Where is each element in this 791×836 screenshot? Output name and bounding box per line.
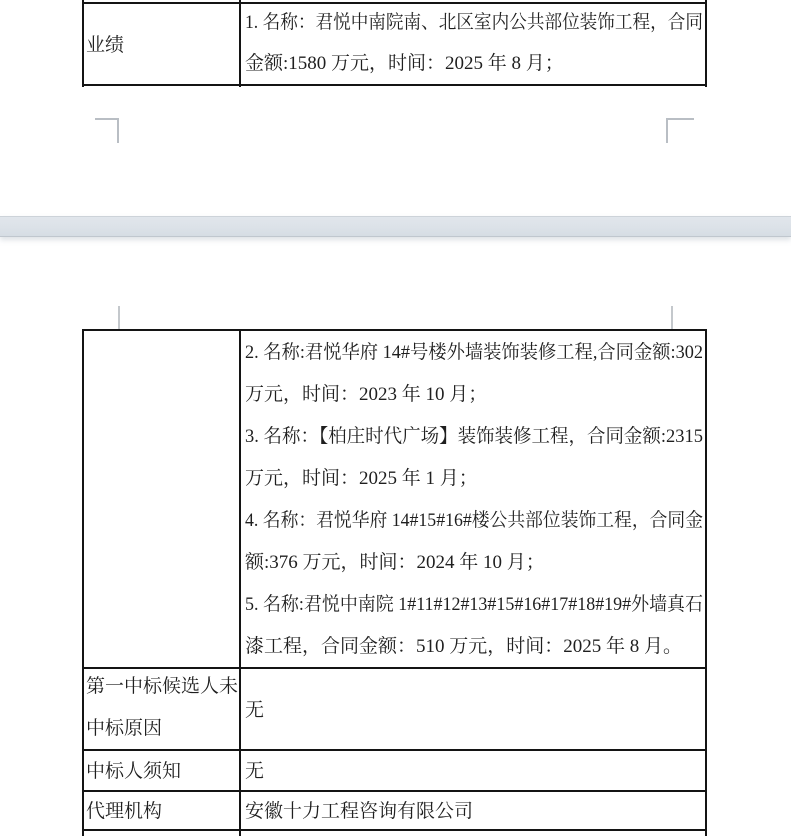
performance-item-5 [245,584,703,668]
performance-label-cell[interactable] [86,2,236,84]
p1-table-column-divider [239,0,241,87]
no-win-reason-label-cell[interactable] [86,667,238,749]
performance-item-1 [245,2,703,84]
p2-row-border-4 [82,829,707,831]
agency-label: 代理机构 [86,801,163,822]
page-break-gap-band [0,216,791,237]
no-win-reason-value-cell[interactable] [245,667,703,749]
text-line: 中标原因 [86,718,163,739]
no-win-reason-value: 无 [245,699,265,721]
text-line: 额:376 万元，时间：2024 年 10 月； [245,552,545,573]
performance-item-4 [245,500,703,584]
text-line: 万元，时间：2025 年 1 月； [245,468,478,489]
page2-margin-mark-right [671,306,673,329]
text-line: 2. 名称:君悦华府 14#号楼外墙装饰装修工程,合同金额:302 [245,342,703,363]
text-line: 漆工程，合同金额：510 万元，时间：2025 年 8 月。 [245,636,683,657]
winner-notice-label-cell[interactable] [86,749,238,790]
agency-value: 安徽十力工程咨询有限公司 [245,801,474,822]
performance-item-2 [245,332,703,416]
p1-table-left-border [82,0,84,87]
p2-table-column-divider [239,329,241,836]
performance-item-3 [245,416,703,500]
winner-notice-label: 中标人须知 [86,761,182,782]
agency-label-cell[interactable] [86,790,238,829]
p1-row-bottom-border [82,84,707,86]
text-line: 5. 名称:君悦中南院 1#11#12#13#15#16#17#18#19#外墙真石 [245,594,703,615]
text-line: 第一中标候选人未 [86,676,238,697]
text-line: 1. 名称：君悦中南院南、北区室内公共部位装饰工程，合同 [245,12,703,33]
text-line: 万元，时间：2023 年 10 月； [245,384,488,405]
text-line: 3. 名称：【柏庄时代广场】装饰装修工程，合同金额:2315 [245,426,703,447]
performance-content-cell[interactable] [245,2,703,84]
p2-table-top-border [82,329,707,331]
page1-margin-corner-mark-left [95,118,119,143]
no-win-reason-label [86,666,238,750]
text-line: 4. 名称：君悦华府 14#15#16#楼公共部位装饰工程，合同金 [245,510,703,531]
p1-table-right-border [705,0,707,87]
p2-table-right-border [705,329,707,836]
winner-notice-value-cell[interactable] [245,749,703,790]
performance-label: 业绩 [86,34,125,56]
p2-table-left-border [82,329,84,836]
agency-value-cell[interactable] [245,790,703,829]
text-line: 金额:1580 万元，时间：2025 年 8 月； [245,53,564,74]
performance-content-cell-continued[interactable] [245,332,703,668]
page2-margin-mark-left [118,306,120,329]
page1-margin-corner-mark-right [666,118,694,143]
winner-notice-value: 无 [245,761,265,782]
